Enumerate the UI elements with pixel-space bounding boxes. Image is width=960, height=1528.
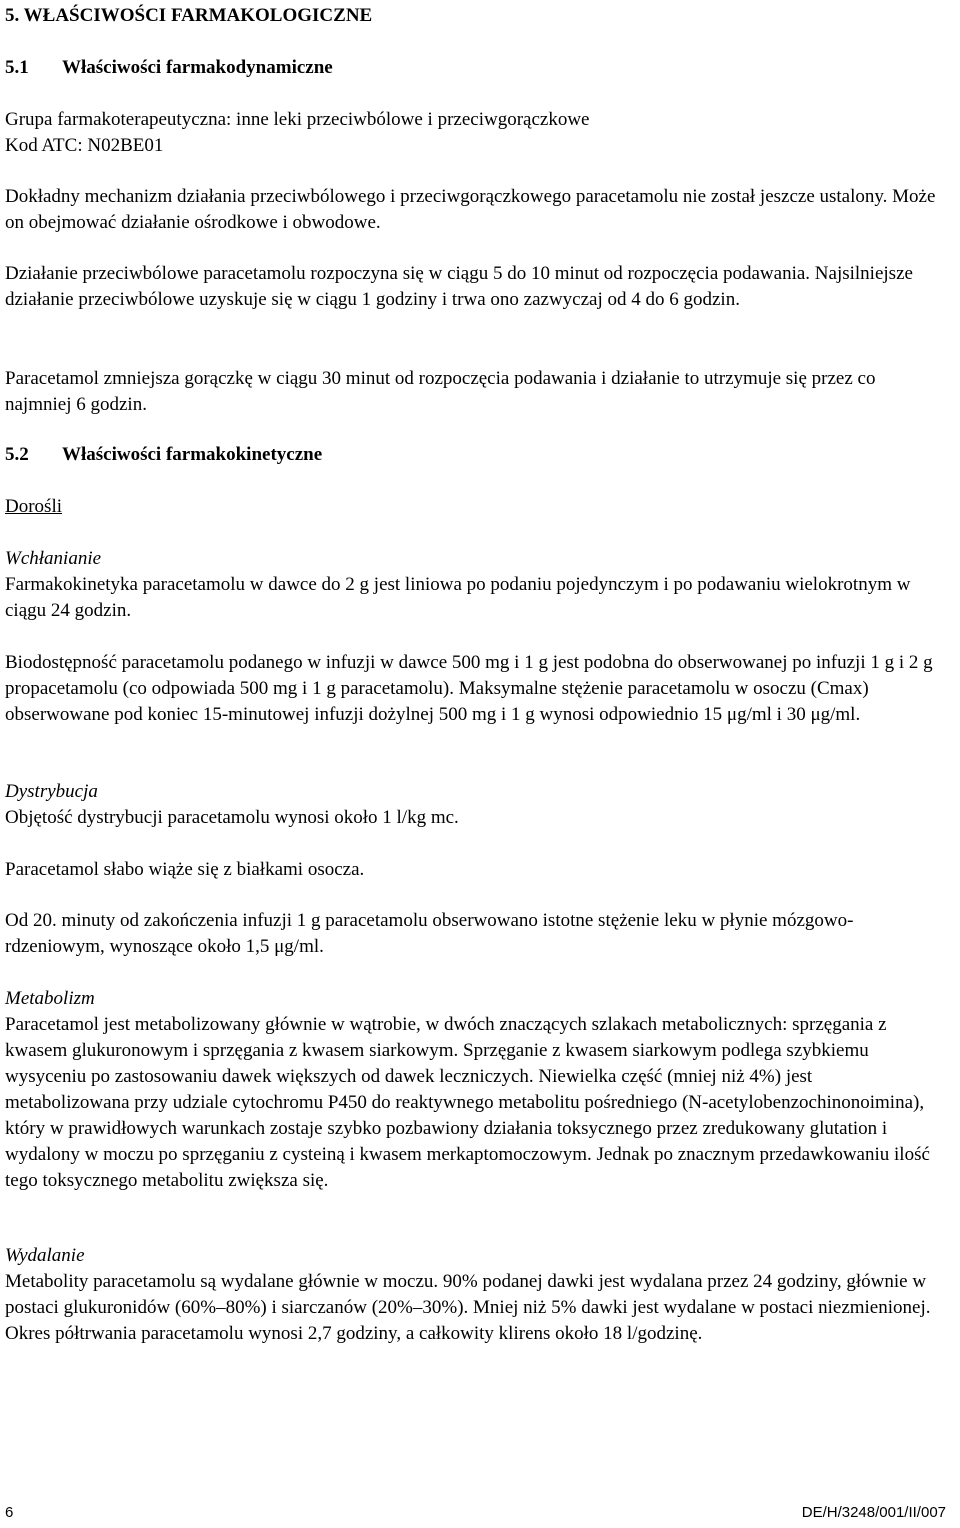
mechanism-paragraph: Dokładny mechanizm działania przeciwbólowego i przeciwgorączkowego paracetamolu nie został jeszcze ustalony. Może on obejmować działanie ośrodkowe i obwodowe.: [5, 186, 936, 233]
atc-code: Kod ATC: N02BE01: [5, 135, 164, 156]
absorption-heading: Wchłanianie: [5, 548, 102, 569]
absorption-paragraph-2: Biodostępność paracetamolu podanego w infuzji w dawce 500 mg i 1 g jest podobna do obserwowanej po infuzji 1 g i 2 g propacetamolu (co odpowiada 500 mg i 1 g paracetamolu). Maksymalne stężenie paracetamolu w osoczu (Cmax) obserwowane pod koniec 15-minutowej infuzji dożylnej 500 mg i 1 g wynosi odpowiednio 15 μg/ml i 30 μg/ml.: [5, 652, 933, 725]
excretion-heading: Wydalanie: [5, 1245, 85, 1266]
subsection-5-1-number: 5.1: [5, 57, 29, 78]
subsection-5-2-title: Właściwości farmakokinetyczne: [62, 444, 323, 465]
page-number: 6: [5, 1504, 14, 1521]
distribution-paragraph-2: Paracetamol słabo wiąże się z białkami osocza.: [5, 859, 365, 880]
metabolism-paragraph: Paracetamol jest metabolizowany głównie w wątrobie, w dwóch znaczących szlakach metabolicznych: sprzęgania z kwasem glukuronowym i sprzęgania z kwasem siarkowym. Sprzęganie z kwasem siarkowym podlega szybkiemu wysyceniu po zastosowaniu dawek większych od dawek leczniczych. Niewielka część (mniej niż 4%) jest metabolizowana przy udziale cytochromu P450 do reaktywnego metabolitu pośredniego (N-acetylobenzochinonoimina), który w prawidłowych warunkach zostaje szybko pozbawiony działania toksycznego przez zredukowany glutation i wydalony w moczu po sprzęganiu z cysteiną i kwasem merkaptomoczowym. Jednak po znacznym przedawkowaniu ilość tego toksycznego metabolitu zwiększa się.: [5, 1014, 930, 1191]
pharmacotherapeutic-group: Grupa farmakoterapeutyczna: inne leki przeciwbólowe i przeciwgorączkowe: [5, 109, 590, 130]
subsection-5-2-heading: [5, 442, 940, 468]
subsection-5-1-heading: [5, 55, 940, 81]
metabolism-heading: Metabolizm: [5, 988, 95, 1009]
onset-paragraph: Działanie przeciwbólowe paracetamolu rozpoczyna się w ciągu 5 do 10 minut od rozpoczęcia podawania. Najsilniejsze działanie przeciwbólowe uzyskuje się w ciągu 1 godziny i trwa ono zazwyczaj od 4 do 6 godzin.: [5, 263, 913, 310]
fever-paragraph: Paracetamol zmniejsza gorączkę w ciągu 30 minut od rozpoczęcia podawania i działanie to utrzymuje się przez co najmniej 6 godzin.: [5, 368, 876, 415]
adults-heading: Dorośli: [5, 496, 62, 517]
subsection-5-2-number: 5.2: [5, 444, 29, 465]
subsection-5-1-title: Właściwości farmakodynamiczne: [62, 57, 333, 78]
distribution-paragraph-3: Od 20. minuty od zakończenia infuzji 1 g paracetamolu obserwowano istotne stężenie leku w płynie mózgowo-rdzeniowym, wynoszące około 1,5 μg/ml.: [5, 910, 854, 957]
section-title: 5. WŁAŚCIWOŚCI FARMAKOLOGICZNE: [5, 5, 373, 26]
document-code: DE/H/3248/001/II/007: [801, 1504, 946, 1521]
excretion-paragraph: Metabolity paracetamolu są wydalane głównie w moczu. 90% podanej dawki jest wydalana przez 24 godziny, głównie w postaci glukuronidów (60%–80%) i siarczanów (20%–30%). Mniej niż 5% dawki jest wydalane w postaci niezmienionej. Okres półtrwania paracetamolu wynosi 2,7 godziny, a całkowity klirens około 18 l/godzinę.: [5, 1271, 931, 1344]
distribution-heading: Dystrybucja: [5, 781, 98, 802]
distribution-paragraph-1: Objętość dystrybucji paracetamolu wynosi około 1 l/kg mc.: [5, 807, 459, 828]
absorption-paragraph-1: Farmakokinetyka paracetamolu w dawce do 2 g jest liniowa po podaniu pojedynczym i po podawaniu wielokrotnym w ciągu 24 godzin.: [5, 574, 911, 621]
